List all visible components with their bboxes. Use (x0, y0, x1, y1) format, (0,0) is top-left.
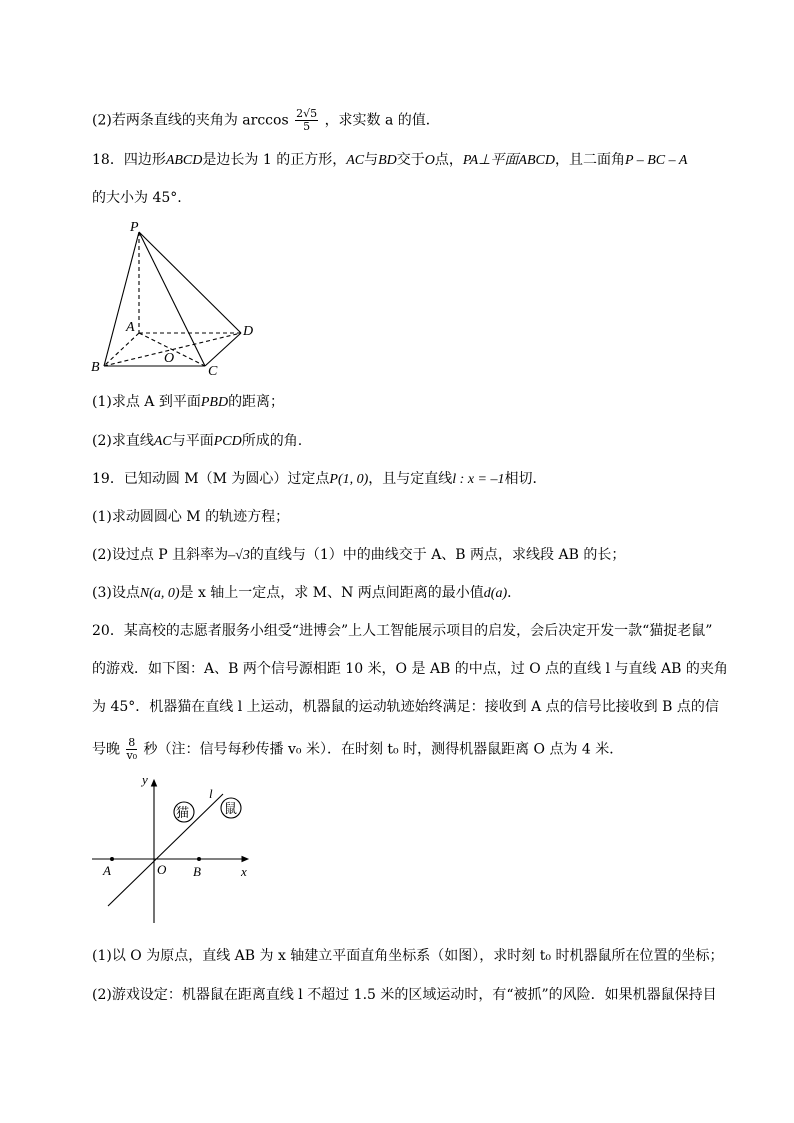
edge-pd (139, 232, 241, 333)
q18-text-e: 点， (434, 152, 463, 168)
q18-text-b: 是边长为 1 的正方形， (202, 152, 347, 168)
q17-fraction (295, 108, 318, 133)
q18-dihedral: P – BC – A (624, 153, 688, 168)
q18-part2 (92, 431, 302, 452)
label-l: l (209, 786, 213, 801)
q18-pcd: PCD (213, 434, 242, 449)
q19-slope: –√3 (228, 548, 250, 563)
q17-frac-num: 2√5 (296, 107, 318, 120)
q20-fraction (126, 737, 137, 762)
edge-ab-hidden (104, 333, 139, 366)
q18-part1-a: (1)求点 A 到平面 (92, 394, 201, 410)
label-p: P (130, 220, 139, 235)
q18-line1 (92, 150, 687, 171)
q19-d-a: d(a) (483, 586, 508, 601)
q19-line-l: l : x = –1 (452, 472, 505, 487)
q18-pbd: PBD (200, 395, 229, 410)
label-b: B (91, 360, 100, 375)
q18-bd: BD (378, 153, 397, 168)
q19-part2-a: (2)设过点 P 且斜率为 (92, 547, 229, 563)
q20-frac-num: 8 (128, 736, 136, 749)
q20-line4-b: 秒（注：信号每秒传播 v₀ 米）．在时刻 t₀ 时，测得机器鼠距离 O 点为 4 米． (143, 741, 624, 758)
q19-part3-a: (3)设点 (92, 585, 140, 601)
q19-part3 (92, 583, 521, 604)
q18-text-c: 与 (364, 152, 379, 168)
q18-part1 (92, 392, 284, 413)
q19-part2 (92, 545, 625, 566)
line-l (108, 794, 223, 906)
q19-part2-b: 的直线与（1）中的曲线交于 A、B 两点，求线段 AB 的长； (249, 547, 626, 563)
label-x: x (241, 864, 247, 879)
q18-line2: 的大小为 45°. (92, 190, 182, 206)
edge-pc (139, 232, 205, 366)
q19-text-a: 19．已知动圆 M（M 为圆心）过定点 (92, 471, 330, 487)
q19-line1 (92, 469, 547, 490)
q18-abcd2: ABCD (518, 153, 555, 168)
point-b-dot (197, 857, 201, 861)
edge-pb (104, 232, 139, 366)
q19-part3-b: 是 x 轴上一定点，求 M、N 两点间距离的最小值 (179, 585, 484, 601)
label-y: y (142, 772, 148, 787)
label-o: O (164, 351, 175, 366)
pyramid-figure (88, 218, 268, 383)
label-d: D (243, 324, 254, 339)
q20-line1: 20．某高校的志愿者服务小组受“进博会”上人工智能展示项目的启发，会后决定开发一款“猫捉老鼠” (92, 623, 713, 639)
q17-frac-den: 5 (303, 120, 311, 133)
q20-line3: 为 45°．机器猫在直线 l 上运动，机器鼠的运动轨迹始终满足：接收到 A 点的信号比接收到 B 点的信 (92, 699, 719, 715)
q18-part1-b: 的距离； (228, 394, 285, 410)
q18-pa-perp: PA⊥平面 (462, 153, 519, 168)
q20-part2: (2)游戏设定：机器鼠在距离直线 l 不超过 1.5 米的区域运动时，有“被抓”的风险．如果机器鼠保持目 (92, 987, 717, 1003)
q18-part2-b: 与平面 (171, 433, 214, 449)
q20-line2: 的游戏．如下图：A、B 两个信号源相距 10 米，O 是 AB 的中点，过 O 点的直线 l 与直线 AB 的夹角 (92, 661, 728, 677)
label-a: A (126, 320, 135, 335)
q19-text-c: 相切． (504, 471, 547, 487)
q17-part2-prefix: (2)若两条直线的夹角为 (92, 112, 238, 129)
label-o: O (157, 862, 167, 877)
label-c: C (208, 364, 218, 379)
q19-point-p: P(1, 0) (329, 472, 369, 487)
q20-line4 (92, 737, 623, 762)
q18-abcd: ABCD (165, 153, 203, 168)
q17-part2-suffix: ，求实数 a 的值． (324, 112, 440, 129)
q18-ac: AC (346, 153, 365, 168)
cat-label: 猫 (176, 805, 190, 820)
edge-cd (205, 333, 241, 366)
cat-mouse-figure (88, 770, 268, 930)
q18-text-d: 交于 (396, 152, 425, 168)
q18-text-a: 18．四边形 (92, 152, 166, 168)
q19-part1: (1)求动圆圆心 M 的轨迹方程； (92, 509, 290, 525)
q20-part1: (1)以 O 为原点，直线 AB 为 x 轴建立平面直角坐标系（如图），求时刻 t₀ 时机器鼠所在位置的坐标； (92, 948, 724, 964)
q20-frac-den: v₀ (126, 749, 138, 762)
point-a-dot (110, 857, 114, 861)
q17-part2 (92, 108, 440, 133)
mouse-label: 鼠 (224, 801, 238, 816)
q20-line4-a: 号晚 (92, 741, 120, 758)
q18-o: O (424, 153, 435, 168)
q18-text-f: ，且二面角 (554, 152, 625, 168)
q18-part2-a: (2)求直线 (92, 433, 154, 449)
q19-part3-c: ． (507, 585, 522, 601)
label-b: B (193, 864, 201, 879)
arccos-text: arccos (242, 112, 289, 129)
q19-text-b: ，且与定直线 (368, 471, 453, 487)
q18-part2-c: 所成的角. (241, 433, 303, 449)
q19-point-n: N(a, 0) (139, 586, 180, 601)
q18-ac2: AC (153, 434, 172, 449)
label-a: A (103, 863, 111, 878)
